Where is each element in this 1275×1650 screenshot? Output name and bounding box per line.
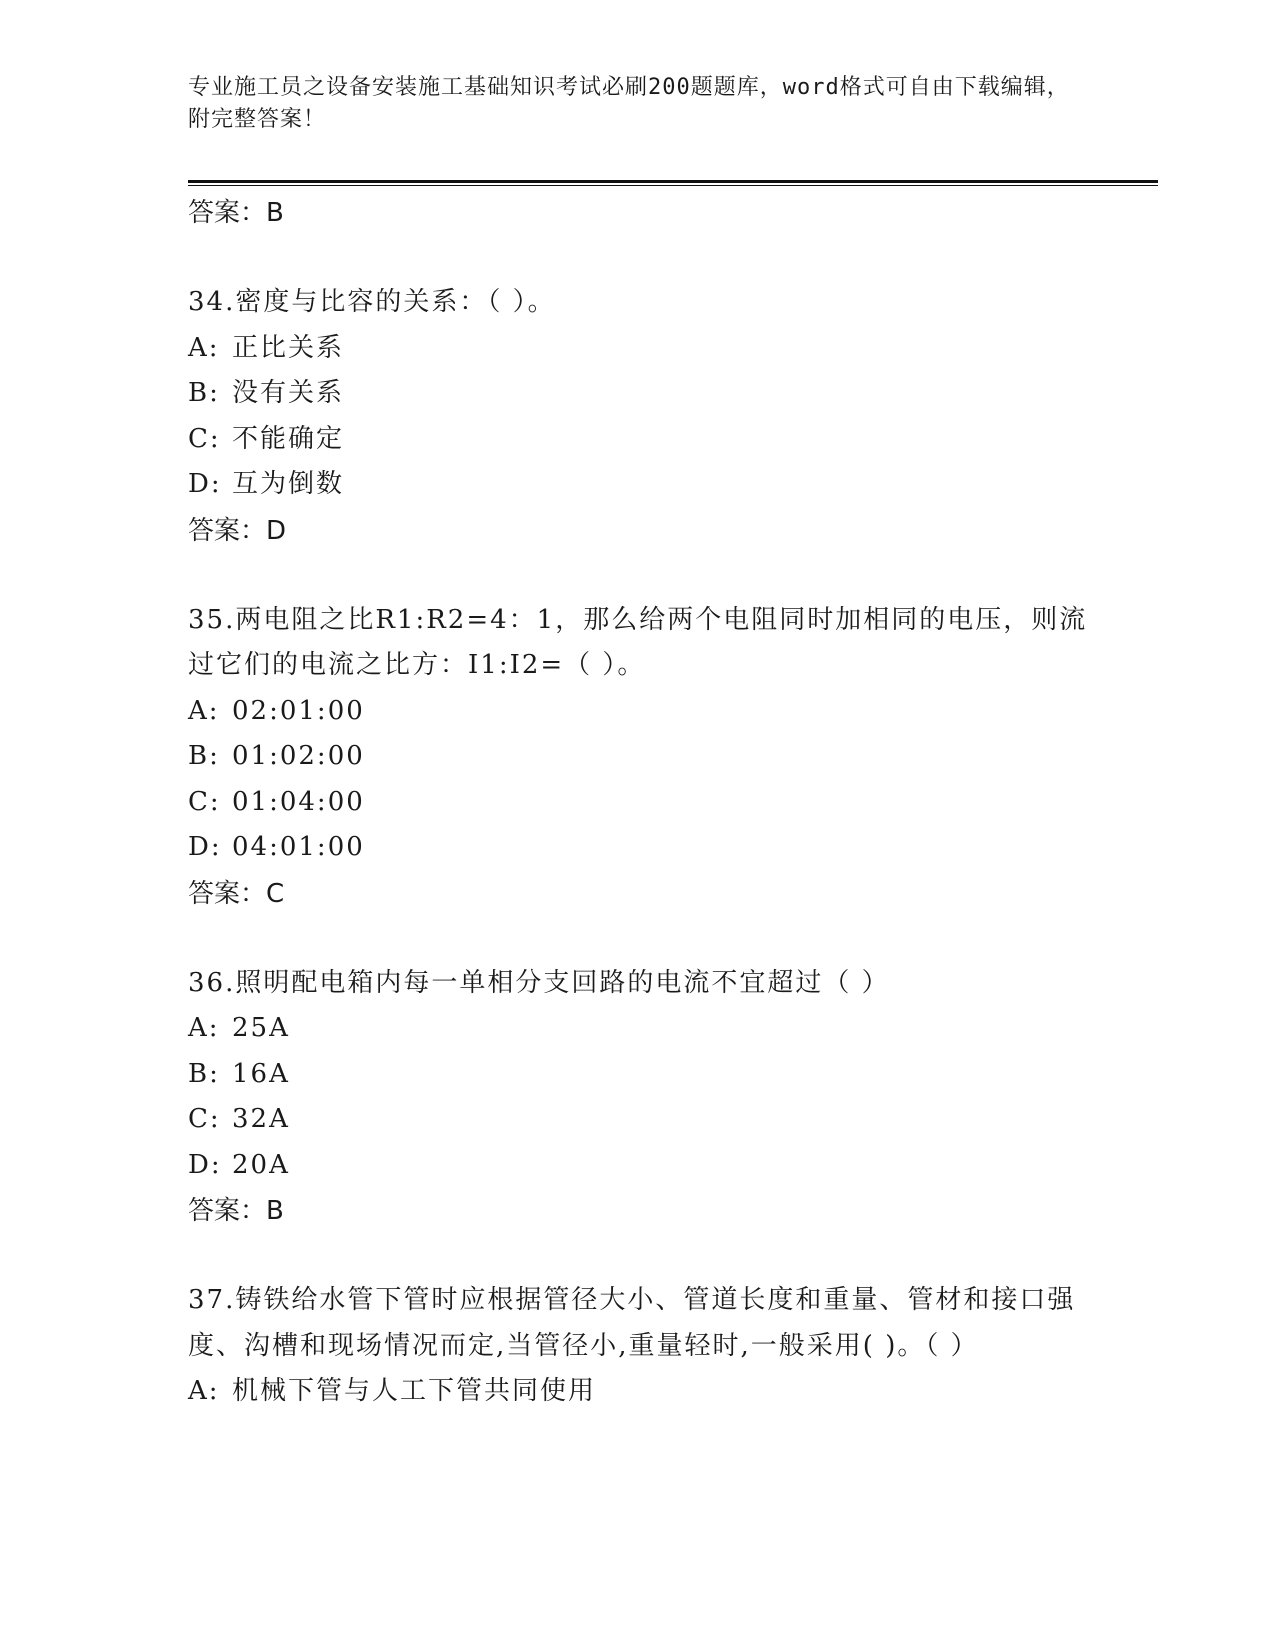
option-c — [188, 780, 1088, 826]
option-text: 01:02:00 — [232, 741, 365, 771]
option-c — [188, 1097, 1088, 1143]
option-letter: D: — [188, 469, 222, 499]
question-34 — [188, 280, 1088, 554]
option-a — [188, 1369, 1088, 1415]
option-letter: B: — [188, 1058, 220, 1089]
option-letter: A: — [188, 1376, 220, 1406]
option-text: 16A — [232, 1058, 290, 1089]
option-b — [188, 1052, 1088, 1098]
option-text: 不能确定 — [232, 423, 345, 454]
answer-line: 答案：D — [188, 515, 287, 546]
option-text: 20A — [232, 1149, 290, 1180]
option-letter: A: — [188, 332, 220, 363]
option-text: 没有关系 — [232, 378, 345, 408]
option-letter: D: — [188, 1149, 222, 1180]
question-text: 37.铸铁给水管下管时应根据管径大小、管道长度和重量、管材和接口强度、沟槽和现场情况而定,当管径小,重量轻时,一般采用( )。（ ） — [188, 1285, 1076, 1361]
option-d — [188, 1143, 1088, 1189]
option-text: 01:04:00 — [232, 786, 365, 817]
answer-line: 答案：C — [188, 878, 285, 909]
header-title: 专业施工员之设备安装施工基础知识考试必刷200题题库，word格式可自由下载编辑，附完整答案！ — [188, 75, 1070, 132]
question-text: 35.两电阻之比R1:R2=4：1，那么给两个电阻同时加相同的电压，则流过它们的电流之比方：I1:I2=（ ）。 — [188, 604, 1088, 680]
question-text: 36.照明配电箱内每一单相分支回路的电流不宜超过（ ） — [188, 967, 890, 998]
option-letter: D: — [188, 832, 222, 862]
option-text: 正比关系 — [232, 332, 345, 363]
option-text: 25A — [232, 1013, 290, 1043]
option-a — [188, 1006, 1088, 1052]
option-c — [188, 417, 1088, 463]
option-text: 32A — [232, 1104, 290, 1134]
option-d — [188, 825, 1088, 871]
option-text: 互为倒数 — [232, 469, 345, 499]
question-35 — [188, 598, 1088, 917]
option-d — [188, 462, 1088, 508]
option-letter: B: — [188, 741, 220, 771]
option-a — [188, 689, 1088, 735]
option-a — [188, 326, 1088, 372]
question-36 — [188, 961, 1088, 1235]
answer-line: 答案：B — [188, 1196, 284, 1226]
option-text: 机械下管与人工下管共同使用 — [232, 1376, 597, 1406]
option-letter: C: — [188, 786, 221, 817]
option-letter: A: — [188, 1013, 220, 1043]
option-b — [188, 734, 1088, 780]
header-rule-thin — [188, 185, 1158, 186]
question-list — [188, 190, 1088, 1415]
document-header — [188, 72, 1088, 136]
option-letter: C: — [188, 423, 221, 454]
option-letter: A: — [188, 695, 220, 726]
question-37 — [188, 1278, 1088, 1415]
previous-answer: 答案：B — [188, 198, 284, 228]
header-rule-thick — [188, 180, 1158, 183]
option-text: 02:01:00 — [232, 695, 365, 726]
option-b — [188, 371, 1088, 417]
option-letter: B: — [188, 378, 220, 408]
option-text: 04:01:00 — [232, 832, 365, 862]
option-letter: C: — [188, 1104, 221, 1134]
question-text: 34.密度与比容的关系：（ ）。 — [188, 287, 556, 317]
